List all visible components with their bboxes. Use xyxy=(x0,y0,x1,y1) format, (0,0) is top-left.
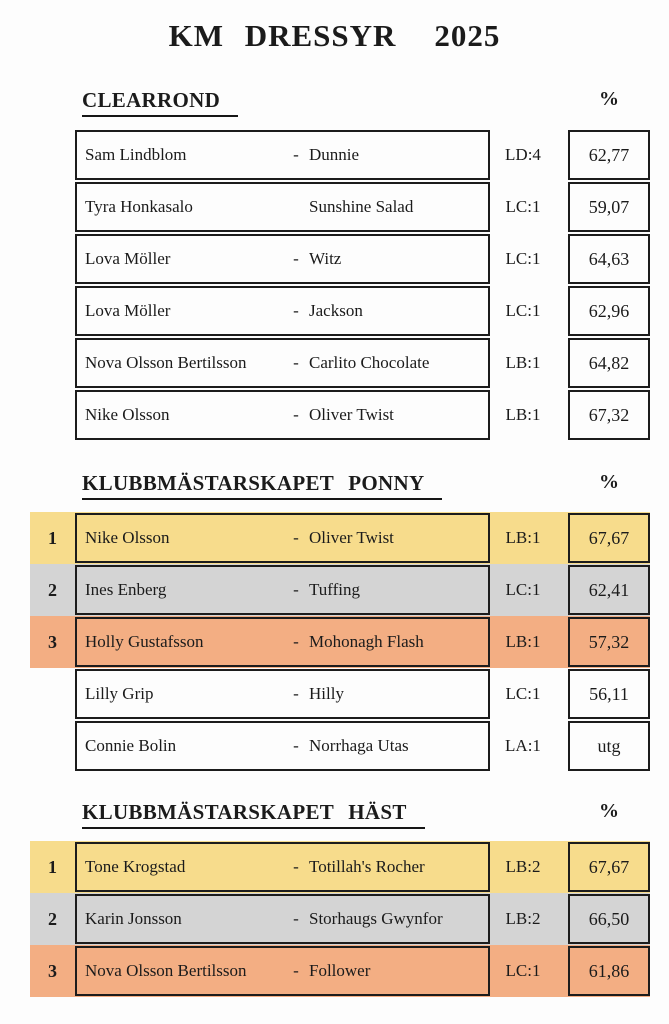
rider-name: Tone Krogstad xyxy=(85,857,186,876)
rider-horse-cell xyxy=(75,565,490,615)
dash-separator: - xyxy=(293,580,299,599)
results-section xyxy=(0,800,669,997)
result-row xyxy=(30,233,650,285)
dash-separator: - xyxy=(293,353,299,372)
level-cell: LC:1 xyxy=(505,249,541,268)
horse-name: Mohonagh Flash xyxy=(309,632,424,651)
rider-horse-cell xyxy=(75,390,490,440)
level-cell: LB:1 xyxy=(505,405,541,424)
page-title-year: 2025 xyxy=(434,18,501,53)
level-cell: LB:1 xyxy=(505,632,541,651)
rider-horse-cell xyxy=(75,286,490,336)
result-row xyxy=(30,389,650,441)
rider-horse-cell xyxy=(75,130,490,180)
result-row xyxy=(30,616,650,668)
result-row xyxy=(30,893,650,945)
score-cell: 61,86 xyxy=(568,946,650,996)
level-cell: LB:1 xyxy=(505,528,541,547)
level-cell: LC:1 xyxy=(505,580,541,599)
page-title xyxy=(0,18,669,54)
dash-separator: - xyxy=(293,857,299,876)
results-table xyxy=(0,129,669,441)
horse-name: Oliver Twist xyxy=(309,405,394,424)
score-cell: 62,77 xyxy=(568,130,650,180)
rider-horse-cell xyxy=(75,842,490,892)
result-row xyxy=(30,841,650,893)
result-row xyxy=(30,512,650,564)
horse-name: Dunnie xyxy=(309,145,360,164)
results-table xyxy=(0,841,669,997)
results-section xyxy=(0,471,669,772)
rider-name: Nike Olsson xyxy=(85,528,170,547)
score-cell: 66,50 xyxy=(568,894,650,944)
horse-name: Hilly xyxy=(309,684,344,703)
rider-horse-cell xyxy=(75,234,490,284)
level-cell: LA:1 xyxy=(505,736,541,755)
horse-name: Storhaugs Gwynfor xyxy=(309,909,443,928)
result-row xyxy=(30,285,650,337)
level-cell: LC:1 xyxy=(505,961,541,980)
sections-container xyxy=(0,88,669,997)
horse-name: Tuffing xyxy=(309,580,361,599)
rider-horse-cell xyxy=(75,513,490,563)
rider-name: Sam Lindblom xyxy=(85,145,187,164)
dash-separator: - xyxy=(293,145,299,164)
score-cell: 67,67 xyxy=(568,842,650,892)
result-row xyxy=(30,337,650,389)
dash-separator: - xyxy=(293,405,299,424)
page-title-text: KM DRESSYR xyxy=(168,18,397,53)
rider-horse-cell xyxy=(75,182,490,232)
dash-separator: - xyxy=(293,961,299,980)
score-cell: 64,82 xyxy=(568,338,650,388)
rank-cell: 1 xyxy=(48,856,57,877)
rider-name: Karin Jonsson xyxy=(85,909,182,928)
score-cell: 64,63 xyxy=(568,234,650,284)
level-cell: LD:4 xyxy=(505,145,541,164)
rider-name: Nova Olsson Bertilsson xyxy=(85,353,247,372)
rank-cell: 2 xyxy=(48,579,57,600)
level-cell: LC:1 xyxy=(505,301,541,320)
horse-name: Jackson xyxy=(309,301,363,320)
result-row xyxy=(30,668,650,720)
section-header-row xyxy=(0,800,669,830)
section-header-row xyxy=(0,471,669,501)
horse-name: Follower xyxy=(309,961,371,980)
section-title: KLUBBMÄSTARSKAPET HÄST xyxy=(82,800,425,829)
rider-horse-cell xyxy=(75,721,490,771)
result-row xyxy=(30,129,650,181)
dash-separator: - xyxy=(293,909,299,928)
rider-name: Lova Möller xyxy=(85,301,171,320)
horse-name: Norrhaga Utas xyxy=(309,736,409,755)
section-title: CLEARROND xyxy=(82,88,238,117)
horse-name: Witz xyxy=(309,249,342,268)
horse-name: Oliver Twist xyxy=(309,528,394,547)
score-cell: 56,11 xyxy=(568,669,650,719)
rank-cell: 3 xyxy=(48,960,57,981)
rider-name: Lova Möller xyxy=(85,249,171,268)
result-row xyxy=(30,720,650,772)
result-row xyxy=(30,181,650,233)
results-section xyxy=(0,88,669,441)
dash-separator: - xyxy=(293,249,299,268)
level-cell: LB:1 xyxy=(505,353,541,372)
score-cell: 57,32 xyxy=(568,617,650,667)
horse-name: Carlito Chocolate xyxy=(309,353,430,372)
rider-name: Ines Enberg xyxy=(85,580,167,599)
level-cell: LC:1 xyxy=(505,197,541,216)
percent-column-header: % xyxy=(599,471,619,493)
dash-separator: - xyxy=(293,684,299,703)
score-cell: 62,41 xyxy=(568,565,650,615)
rider-name: Lilly Grip xyxy=(85,684,154,703)
dash-separator: - xyxy=(293,632,299,651)
rider-horse-cell xyxy=(75,669,490,719)
score-cell: 59,07 xyxy=(568,182,650,232)
rider-name: Holly Gustafsson xyxy=(85,632,204,651)
dash-separator: - xyxy=(293,301,299,320)
rider-name: Tyra Honkasalo xyxy=(85,197,193,216)
section-title: KLUBBMÄSTARSKAPET PONNY xyxy=(82,471,442,500)
rider-horse-cell xyxy=(75,617,490,667)
dash-separator: - xyxy=(293,736,299,755)
horse-name: Sunshine Salad xyxy=(309,197,414,216)
rank-cell: 2 xyxy=(48,908,57,929)
result-row xyxy=(30,564,650,616)
rank-cell: 3 xyxy=(48,631,57,652)
score-cell: 67,67 xyxy=(568,513,650,563)
section-header-row xyxy=(0,88,669,118)
rider-name: Connie Bolin xyxy=(85,736,177,755)
score-cell: 67,32 xyxy=(568,390,650,440)
level-cell: LC:1 xyxy=(505,684,541,703)
rider-horse-cell xyxy=(75,338,490,388)
score-cell: 62,96 xyxy=(568,286,650,336)
horse-name: Totillah's Rocher xyxy=(309,857,425,876)
level-cell: LB:2 xyxy=(505,857,541,876)
rider-horse-cell xyxy=(75,894,490,944)
rider-name: Nova Olsson Bertilsson xyxy=(85,961,247,980)
percent-column-header: % xyxy=(599,800,619,822)
rider-name: Nike Olsson xyxy=(85,405,170,424)
result-row xyxy=(30,945,650,997)
dash-separator: - xyxy=(293,528,299,547)
rider-horse-cell xyxy=(75,946,490,996)
score-cell: utg xyxy=(568,721,650,771)
level-cell: LB:2 xyxy=(505,909,541,928)
rank-cell: 1 xyxy=(48,527,57,548)
percent-column-header: % xyxy=(599,88,619,110)
results-table xyxy=(0,512,669,772)
